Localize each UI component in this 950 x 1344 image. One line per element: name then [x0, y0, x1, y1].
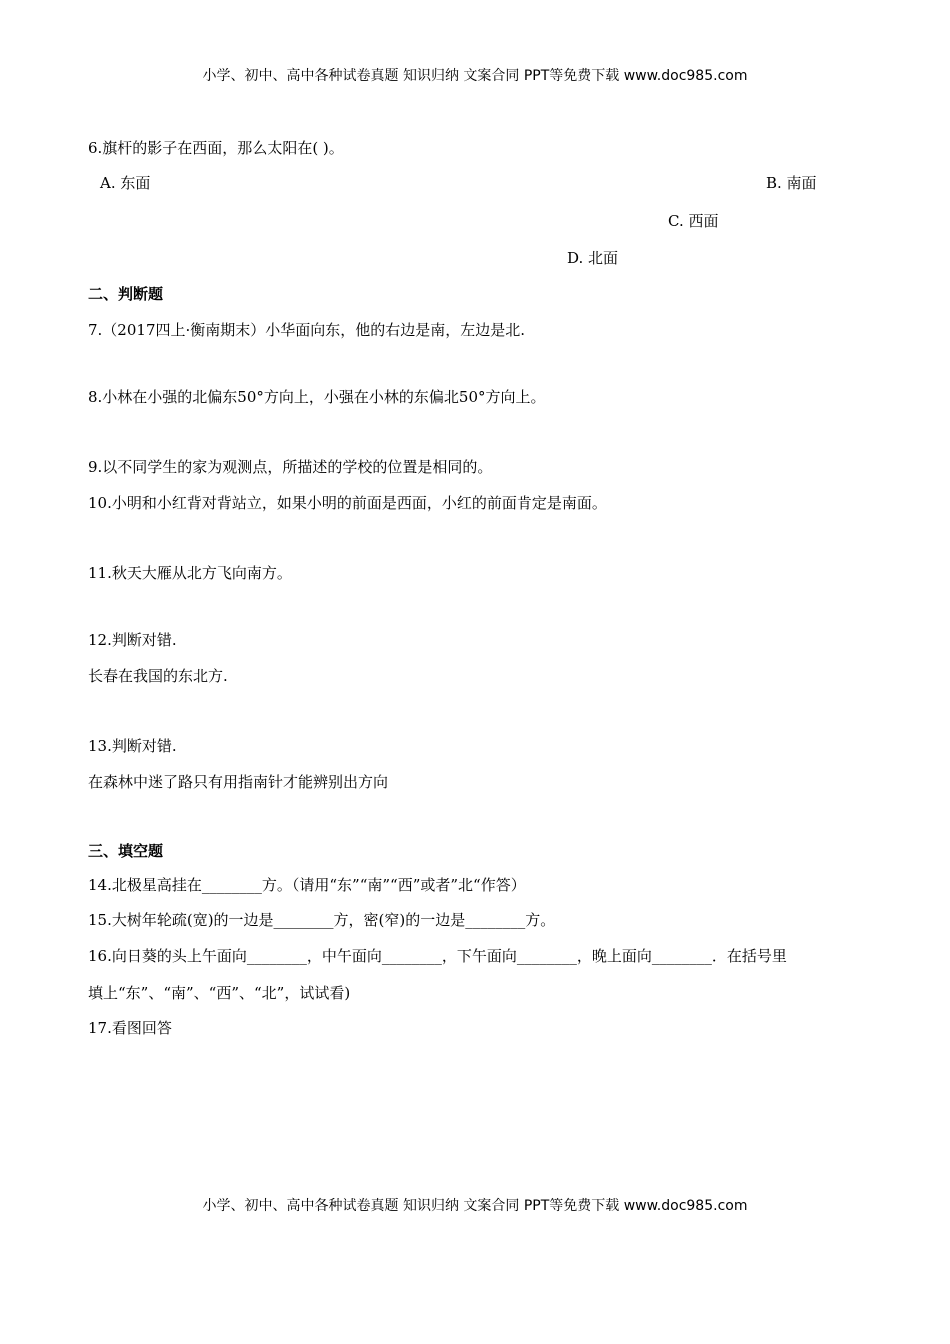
question-6-stem: 6.旗杆的影子在西面，那么太阳在( )。 — [88, 139, 344, 157]
question-16-line-2: 填上“东”、“南”、“西”、“北”，试试看) — [88, 984, 351, 1002]
question-10: 10.小明和小红背对背站立，如果小明的前面是西面，小红的前面肯定是南面。 — [88, 494, 607, 512]
question-16-line-1: 16.向日葵的头上午面向________，中午面向________，下午面向________，晚上面向________．在括号里 — [88, 947, 787, 965]
question-8: 8.小林在小强的北偏东50°方向上，小强在小林的东偏北50°方向上。 — [88, 388, 546, 406]
question-6-option-b: B. 南面 — [766, 174, 817, 192]
question-6-option-d: D. 北面 — [567, 249, 619, 267]
question-17: 17.看图回答 — [88, 1019, 172, 1037]
question-13-body: 在森林中迷了路只有用指南针才能辨别出方向 — [88, 773, 389, 791]
question-12-stem: 12.判断对错. — [88, 631, 177, 649]
question-14: 14.北极星高挂在________方。（请用“东”“南”“西”或者”北“作答） — [88, 876, 526, 894]
question-7: 7.（2017四上·衡南期末）小华面向东，他的右边是南，左边是北. — [88, 321, 526, 339]
section-2-title: 二、判断题 — [88, 285, 164, 303]
question-13-stem: 13.判断对错. — [88, 737, 177, 755]
question-12-body: 长春在我国的东北方. — [88, 667, 228, 685]
page-header: 小学、初中、高中各种试卷真题 知识归纳 文案合同 PPT等免费下载 www.doc985.com — [202, 68, 748, 84]
question-11: 11.秋天大雁从北方飞向南方。 — [88, 564, 292, 582]
question-15: 15.大树年轮疏(宽)的一边是________方，密(窄)的一边是________方。 — [88, 911, 556, 929]
question-9: 9.以不同学生的家为观测点，所描述的学校的位置是相同的。 — [88, 458, 493, 476]
question-6-option-a: A. 东面 — [100, 174, 151, 192]
question-6-option-c: C. 西面 — [668, 212, 719, 230]
section-3-title: 三、填空题 — [88, 842, 164, 860]
page-footer: 小学、初中、高中各种试卷真题 知识归纳 文案合同 PPT等免费下载 www.doc985.com — [202, 1198, 748, 1214]
